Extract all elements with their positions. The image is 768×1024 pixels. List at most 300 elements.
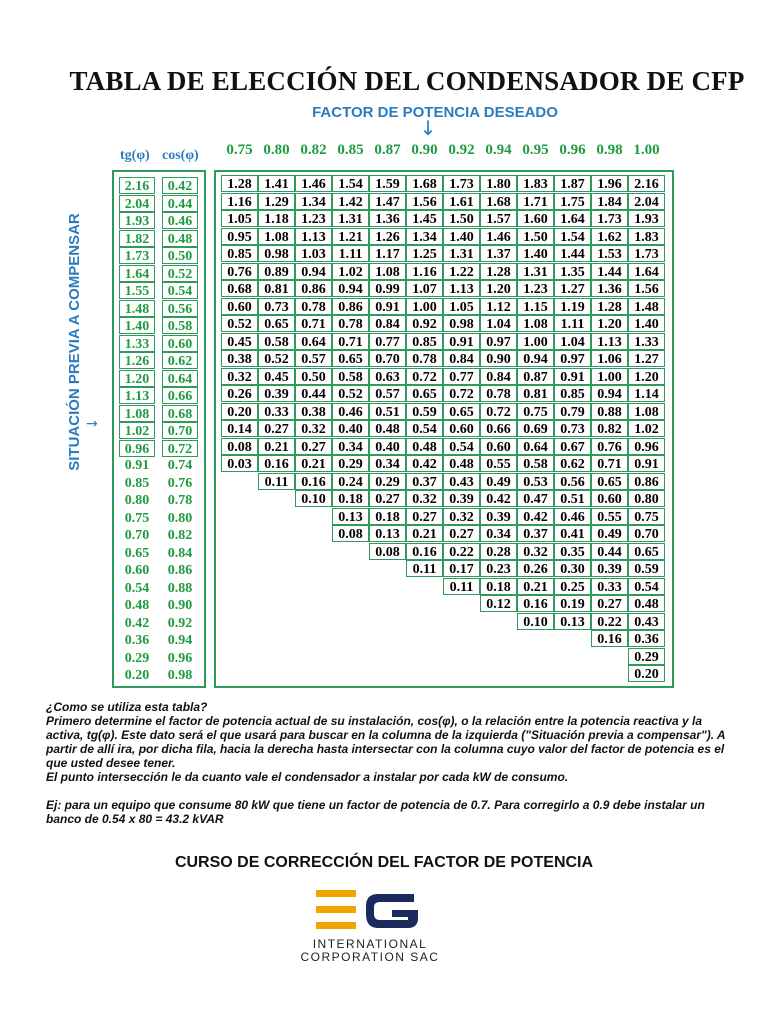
kvar-per-kw-cell: 0.39 [591,560,628,577]
kvar-per-kw-cell: 0.22 [591,613,628,630]
kvar-per-kw-cell: 1.44 [591,263,628,280]
kvar-per-kw-cell: 0.28 [480,543,517,560]
cos-value: 0.70 [162,422,198,439]
kvar-per-kw-cell: 0.54 [443,438,480,455]
tg-value: 0.20 [124,668,150,683]
kvar-per-kw-cell: 0.52 [221,315,258,332]
kvar-per-kw-cell: 0.21 [258,438,295,455]
worked-example: Ej: para un equipo que consume 80 kW que tiene un factor de potencia de 0.7. Para corregirlo a 0.9 debe instalar un banco de 0.54 x 80 = 43.2 kVAR [46,798,705,826]
kvar-per-kw-cell: 0.26 [517,560,554,577]
kvar-per-kw-cell: 0.60 [221,298,258,315]
target-pf-0.96: 0.96 [559,142,586,158]
target-pf-0.95: 0.95 [522,142,549,158]
cos-value: 0.60 [162,335,198,352]
kvar-per-kw-cell: 0.21 [295,455,332,472]
tg-value: 0.70 [124,528,150,543]
kvar-per-kw-cell: 0.77 [369,333,406,350]
kvar-per-kw-cell: 0.76 [591,438,628,455]
3g-logo-icon [310,884,450,936]
kvar-per-kw-cell: 0.72 [406,368,443,385]
kvar-per-kw-cell: 0.38 [221,350,258,367]
kvar-per-kw-cell: 0.30 [554,560,591,577]
instructions-body: Primero determine el factor de potencia actual de su instalación, cos(φ), o la relación entre la potencia reactiva y la activa, tg(φ). Este dato será el que usará para buscar en la columna de la izquierda ("Situación previa a compensar"). A partir de allí ira, por dicha fila, hacia la derecha hasta intersectar con la columna cuyo valor del factor de potencia es el que usted desee tener. [46,714,726,770]
kvar-per-kw-cell: 1.18 [258,210,295,227]
kvar-per-kw-cell: 0.43 [443,473,480,490]
kvar-per-kw-cell: 1.64 [628,263,665,280]
kvar-per-kw-cell: 1.22 [443,263,480,280]
kvar-per-kw-cell: 0.84 [443,350,480,367]
kvar-per-kw-cell: 0.24 [332,473,369,490]
kvar-per-kw-cell: 0.56 [554,473,591,490]
kvar-per-kw-cell: 1.31 [517,263,554,280]
kvar-per-kw-cell: 1.34 [406,228,443,245]
kvar-per-kw-cell: 0.23 [480,560,517,577]
cos-value: 0.90 [167,598,193,613]
kvar-per-kw-cell: 0.50 [295,368,332,385]
kvar-per-kw-cell: 1.31 [332,210,369,227]
kvar-per-kw-cell: 0.65 [332,350,369,367]
kvar-per-kw-cell: 1.27 [628,350,665,367]
kvar-per-kw-cell: 0.85 [554,385,591,402]
kvar-per-kw-cell: 1.28 [591,298,628,315]
logo-text-international: INTERNATIONAL [312,937,428,951]
kvar-per-kw-cell: 1.83 [628,228,665,245]
kvar-per-kw-cell: 0.60 [443,420,480,437]
kvar-per-kw-cell: 0.73 [258,298,295,315]
kvar-per-kw-cell: 1.59 [369,175,406,192]
kvar-per-kw-cell: 1.00 [591,368,628,385]
tg-value: 1.20 [119,370,155,387]
tg-value: 1.13 [119,387,155,404]
kvar-per-kw-cell: 0.29 [628,648,665,665]
kvar-per-kw-cell: 0.75 [517,403,554,420]
desired-pf-heading: FACTOR DE POTENCIA DESEADO [312,104,558,121]
kvar-per-kw-cell: 1.53 [591,245,628,262]
kvar-per-kw-cell: 0.34 [332,438,369,455]
target-pf-0.87: 0.87 [374,142,401,158]
kvar-per-kw-cell: 1.61 [443,193,480,210]
kvar-per-kw-cell: 1.84 [591,193,628,210]
target-pf-0.82: 0.82 [300,142,327,158]
kvar-per-kw-cell: 0.98 [258,245,295,262]
kvar-per-kw-cell: 0.85 [406,333,443,350]
kvar-per-kw-cell: 0.84 [480,368,517,385]
kvar-per-kw-cell: 0.97 [554,350,591,367]
kvar-per-kw-cell: 0.71 [591,455,628,472]
kvar-per-kw-cell: 0.59 [628,560,665,577]
kvar-per-kw-cell: 1.05 [221,210,258,227]
kvar-per-kw-cell: 0.48 [443,455,480,472]
target-pf-0.94: 0.94 [485,142,512,158]
kvar-per-kw-cell: 1.44 [554,245,591,262]
kvar-per-kw-cell: 0.78 [295,298,332,315]
kvar-per-kw-cell: 1.16 [406,263,443,280]
kvar-per-kw-cell: 0.58 [258,333,295,350]
kvar-per-kw-cell: 1.28 [221,175,258,192]
kvar-per-kw-cell: 0.39 [480,508,517,525]
kvar-per-kw-cell: 1.08 [628,403,665,420]
tg-value: 1.40 [119,317,155,334]
kvar-per-kw-cell: 0.18 [332,490,369,507]
kvar-per-kw-cell: 1.08 [258,228,295,245]
kvar-per-kw-cell: 0.44 [591,543,628,560]
kvar-per-kw-cell: 1.26 [369,228,406,245]
kvar-per-kw-cell: 1.36 [369,210,406,227]
cos-value: 0.98 [167,668,193,683]
cos-value: 0.46 [162,212,198,229]
kvar-per-kw-cell: 1.48 [628,298,665,315]
kvar-per-kw-cell: 0.41 [554,525,591,542]
tg-value: 1.93 [119,212,155,229]
kvar-per-kw-cell: 0.37 [517,525,554,542]
kvar-per-kw-cell: 1.13 [443,280,480,297]
kvar-per-kw-cell: 0.73 [554,420,591,437]
cos-value: 0.66 [162,387,198,404]
tg-value: 0.85 [124,475,150,491]
kvar-per-kw-cell: 1.20 [480,280,517,297]
kvar-per-kw-cell: 1.12 [480,298,517,315]
kvar-per-kw-cell: 0.52 [258,350,295,367]
tg-value: 0.48 [124,598,150,613]
page-title: TABLA DE ELECCIÓN DEL CONDENSADOR DE CFP [69,66,745,96]
kvar-per-kw-cell: 0.35 [554,543,591,560]
kvar-per-kw-cell: 0.13 [332,508,369,525]
kvar-per-kw-cell: 1.21 [332,228,369,245]
target-pf-0.92: 0.92 [448,142,475,158]
kvar-per-kw-cell: 0.65 [406,385,443,402]
cos-value: 0.52 [162,265,198,282]
kvar-per-kw-cell: 0.95 [221,228,258,245]
kvar-per-kw-cell: 0.18 [369,508,406,525]
kvar-per-kw-cell: 1.25 [406,245,443,262]
tg-value: 0.65 [124,545,150,561]
previous-situation-label: SITUACIÓN PREVIA A COMPENSAR [66,213,83,471]
previous-situation-table [112,170,206,688]
kvar-per-kw-cell: 0.60 [480,438,517,455]
kvar-per-kw-cell: 1.07 [406,280,443,297]
kvar-per-kw-cell: 1.50 [443,210,480,227]
kvar-per-kw-cell: 1.83 [517,175,554,192]
cos-value: 0.72 [162,440,198,457]
kvar-per-kw-cell: 0.89 [258,263,295,280]
cos-value: 0.50 [162,247,198,264]
instructions-body-2: El punto intersección le da cuanto vale el condensador a instalar por cada kW de consumo. [46,770,569,784]
kvar-per-kw-cell: 1.73 [443,175,480,192]
kvar-per-kw-cell: 0.60 [591,490,628,507]
kvar-per-kw-cell: 1.56 [406,193,443,210]
kvar-per-kw-cell: 0.13 [369,525,406,542]
kvar-per-kw-cell: 0.22 [443,543,480,560]
kvar-per-kw-cell: 0.46 [332,403,369,420]
kvar-per-kw-cell: 1.00 [406,298,443,315]
kvar-per-kw-cell: 0.48 [406,438,443,455]
kvar-per-kw-cell: 0.91 [443,333,480,350]
kvar-per-kw-cell: 1.68 [406,175,443,192]
cos-value: 0.74 [167,458,193,473]
kvar-per-kw-cell: 0.51 [369,403,406,420]
kvar-per-kw-cell: 0.49 [480,473,517,490]
kvar-per-kw-cell: 0.91 [628,455,665,472]
kvar-per-kw-cell: 1.27 [554,280,591,297]
kvar-per-kw-cell: 1.23 [295,210,332,227]
kvar-per-kw-cell: 0.27 [369,490,406,507]
kvar-per-kw-cell: 0.29 [332,455,369,472]
kvar-per-kw-cell: 1.02 [628,420,665,437]
course-title: CURSO DE CORRECCIÓN DEL FACTOR DE POTENCIA [174,854,594,871]
kvar-per-kw-cell: 0.39 [443,490,480,507]
target-pf-1.00: 1.00 [633,142,660,158]
kvar-per-kw-cell: 0.86 [628,473,665,490]
kvar-per-kw-cell: 0.78 [480,385,517,402]
kvar-per-kw-cell: 0.03 [221,455,258,472]
kvar-per-kw-cell: 0.65 [591,473,628,490]
kvar-per-kw-cell: 0.27 [258,420,295,437]
cos-value: 0.58 [162,317,198,334]
kvar-per-kw-cell: 0.57 [295,350,332,367]
kvar-per-kw-cell: 0.65 [443,403,480,420]
cos-value: 0.56 [162,300,198,317]
tg-value: 0.96 [119,440,155,457]
kvar-per-kw-cell: 0.40 [369,438,406,455]
kvar-per-kw-cell: 0.33 [591,578,628,595]
kvar-per-kw-cell: 0.72 [480,403,517,420]
cos-value: 0.54 [162,282,198,299]
kvar-per-kw-cell: 0.48 [369,420,406,437]
kvar-per-kw-cell: 0.62 [554,455,591,472]
kvar-per-kw-cell: 1.96 [591,175,628,192]
kvar-per-kw-cell: 0.91 [554,368,591,385]
cos-value: 0.92 [167,615,193,631]
kvar-per-kw-cell: 0.81 [258,280,295,297]
target-pf-0.85: 0.85 [337,142,364,158]
kvar-per-kw-cell: 1.03 [295,245,332,262]
kvar-per-kw-cell: 0.16 [295,473,332,490]
kvar-per-kw-cell: 0.18 [480,578,517,595]
cos-value: 0.80 [167,510,193,526]
kvar-per-kw-cell: 0.16 [406,543,443,560]
kvar-per-kw-cell: 0.32 [443,508,480,525]
kvar-per-kw-cell: 0.21 [406,525,443,542]
kvar-per-kw-cell: 2.16 [628,175,665,192]
tg-value: 1.73 [119,247,155,264]
cos-value: 0.88 [167,580,193,596]
kvar-per-kw-cell: 1.02 [332,263,369,280]
kvar-per-kw-cell: 0.16 [258,455,295,472]
kvar-per-kw-cell: 1.56 [628,280,665,297]
kvar-per-kw-cell: 0.40 [332,420,369,437]
kvar-per-kw-cell: 0.29 [369,473,406,490]
kvar-per-kw-cell: 0.78 [332,315,369,332]
tg-value: 0.75 [124,510,150,526]
target-pf-0.75: 0.75 [226,142,253,158]
kvar-per-kw-cell: 0.64 [295,333,332,350]
kvar-per-kw-cell: 1.16 [221,193,258,210]
kvar-per-kw-cell: 0.08 [221,438,258,455]
kvar-per-kw-cell: 1.36 [591,280,628,297]
kvar-per-kw-cell: 0.47 [517,490,554,507]
kvar-per-kw-cell: 0.51 [554,490,591,507]
tg-value: 1.64 [119,265,155,282]
kvar-per-kw-cell: 2.04 [628,193,665,210]
kvar-per-kw-cell: 0.80 [628,490,665,507]
cos-value: 0.62 [162,352,198,369]
kvar-per-kw-cell: 0.19 [554,595,591,612]
kvar-per-kw-cell: 1.40 [517,245,554,262]
kvar-per-kw-cell: 1.40 [628,315,665,332]
kvar-per-kw-cell: 1.64 [554,210,591,227]
kvar-per-kw-cell: 0.44 [295,385,332,402]
tg-value: 2.16 [119,177,155,194]
kvar-per-kw-cell: 0.88 [591,403,628,420]
kvar-per-kw-cell: 0.53 [517,473,554,490]
kvar-per-kw-cell: 1.35 [554,263,591,280]
kvar-per-kw-cell: 0.16 [517,595,554,612]
tg-value: 1.48 [119,300,155,317]
kvar-per-kw-cell: 0.72 [443,385,480,402]
kvar-per-kw-cell: 0.27 [591,595,628,612]
cos-value: 0.96 [167,650,193,666]
kvar-per-kw-cell: 0.55 [480,455,517,472]
kvar-per-kw-cell: 0.67 [554,438,591,455]
kvar-per-kw-cell: 1.17 [369,245,406,262]
kvar-per-kw-cell: 1.04 [554,333,591,350]
kvar-per-kw-cell: 1.73 [591,210,628,227]
kvar-per-kw-cell: 0.32 [295,420,332,437]
kvar-per-kw-cell: 0.27 [443,525,480,542]
cos-value: 0.84 [167,545,193,561]
tg-value: 0.36 [124,633,150,648]
kvar-per-kw-cell: 0.48 [628,595,665,612]
kvar-per-kw-cell: 0.70 [628,525,665,542]
kvar-per-kw-cell: 0.71 [332,333,369,350]
cos-value: 0.44 [162,195,198,212]
kvar-per-kw-cell: 0.98 [443,315,480,332]
tg-value: 1.33 [119,335,155,352]
kvar-per-kw-cell: 1.46 [295,175,332,192]
kvar-per-kw-cell: 1.13 [295,228,332,245]
tg-value: 0.29 [124,650,150,666]
kvar-per-kw-cell: 0.32 [406,490,443,507]
kvar-per-kw-cell: 0.17 [443,560,480,577]
kvar-per-kw-cell: 0.43 [628,613,665,630]
right-arrow-icon: → [86,416,98,432]
kvar-per-kw-cell: 1.00 [517,333,554,350]
kvar-per-kw-cell: 1.33 [628,333,665,350]
kvar-per-kw-cell: 0.70 [369,350,406,367]
kvar-per-kw-cell: 1.75 [554,193,591,210]
kvar-per-kw-cell: 1.15 [517,298,554,315]
kvar-per-kw-cell: 0.13 [554,613,591,630]
kvar-per-kw-cell: 0.86 [295,280,332,297]
kvar-per-kw-cell: 0.94 [332,280,369,297]
kvar-per-kw-cell: 0.37 [406,473,443,490]
kvar-per-kw-cell: 0.94 [591,385,628,402]
kvar-per-kw-cell: 0.36 [628,630,665,647]
kvar-per-kw-cell: 0.20 [221,403,258,420]
kvar-per-kw-cell: 1.40 [443,228,480,245]
target-pf-0.98: 0.98 [596,142,623,158]
tg-value: 1.08 [119,405,155,422]
kvar-per-kw-cell: 0.94 [295,263,332,280]
kvar-per-kw-cell: 0.11 [443,578,480,595]
kvar-per-kw-cell: 0.20 [628,665,665,682]
capacitor-table [214,170,674,688]
down-arrow-icon: ↓ [419,116,437,140]
kvar-per-kw-cell: 0.11 [406,560,443,577]
kvar-per-kw-cell: 1.71 [517,193,554,210]
kvar-per-kw-cell: 0.84 [369,315,406,332]
kvar-per-kw-cell: 1.08 [369,263,406,280]
kvar-per-kw-cell: 0.66 [480,420,517,437]
kvar-per-kw-cell: 0.68 [221,280,258,297]
tg-value: 1.26 [119,352,155,369]
kvar-per-kw-cell: 0.49 [591,525,628,542]
kvar-per-kw-cell: 0.42 [480,490,517,507]
kvar-per-kw-cell: 0.92 [406,315,443,332]
kvar-per-kw-cell: 0.69 [517,420,554,437]
kvar-per-kw-cell: 1.11 [554,315,591,332]
kvar-per-kw-cell: 0.34 [480,525,517,542]
kvar-per-kw-cell: 0.71 [295,315,332,332]
cos-value: 0.48 [162,230,198,247]
kvar-per-kw-cell: 1.04 [480,315,517,332]
tg-value: 0.60 [124,563,150,578]
kvar-per-kw-cell: 0.26 [221,385,258,402]
kvar-per-kw-cell: 0.11 [258,473,295,490]
kvar-per-kw-cell: 0.59 [406,403,443,420]
kvar-per-kw-cell: 0.46 [554,508,591,525]
kvar-per-kw-cell: 0.57 [369,385,406,402]
kvar-per-kw-cell: 0.86 [332,298,369,315]
kvar-per-kw-cell: 1.47 [369,193,406,210]
kvar-per-kw-cell: 0.16 [591,630,628,647]
kvar-per-kw-cell: 1.41 [258,175,295,192]
kvar-per-kw-cell: 1.14 [628,385,665,402]
kvar-per-kw-cell: 0.63 [369,368,406,385]
kvar-per-kw-cell: 0.25 [554,578,591,595]
cos-value: 0.42 [162,177,198,194]
kvar-per-kw-cell: 1.73 [628,245,665,262]
kvar-per-kw-cell: 1.20 [628,368,665,385]
kvar-per-kw-cell: 1.54 [332,175,369,192]
kvar-per-kw-cell: 1.20 [591,315,628,332]
cos-value: 0.64 [162,370,198,387]
cos-value: 0.86 [167,563,193,578]
kvar-per-kw-cell: 0.97 [480,333,517,350]
kvar-per-kw-cell: 0.52 [332,385,369,402]
kvar-per-kw-cell: 0.79 [554,403,591,420]
kvar-per-kw-cell: 0.76 [221,263,258,280]
tg-value: 2.04 [119,195,155,212]
kvar-per-kw-cell: 0.91 [369,298,406,315]
instructions-block [46,700,736,826]
kvar-per-kw-cell: 1.62 [591,228,628,245]
cos-value: 0.68 [162,405,198,422]
kvar-per-kw-cell: 0.08 [369,543,406,560]
kvar-per-kw-cell: 0.08 [332,525,369,542]
kvar-per-kw-cell: 0.39 [258,385,295,402]
tg-column-header: tg(φ) [120,148,150,163]
kvar-per-kw-cell: 1.06 [591,350,628,367]
kvar-per-kw-cell: 0.90 [480,350,517,367]
kvar-per-kw-cell: 1.08 [517,315,554,332]
kvar-per-kw-cell: 1.19 [554,298,591,315]
kvar-per-kw-cell: 0.34 [369,455,406,472]
kvar-per-kw-cell: 0.14 [221,420,258,437]
kvar-per-kw-cell: 1.13 [591,333,628,350]
kvar-per-kw-cell: 0.32 [221,368,258,385]
target-pf-0.90: 0.90 [411,142,438,158]
